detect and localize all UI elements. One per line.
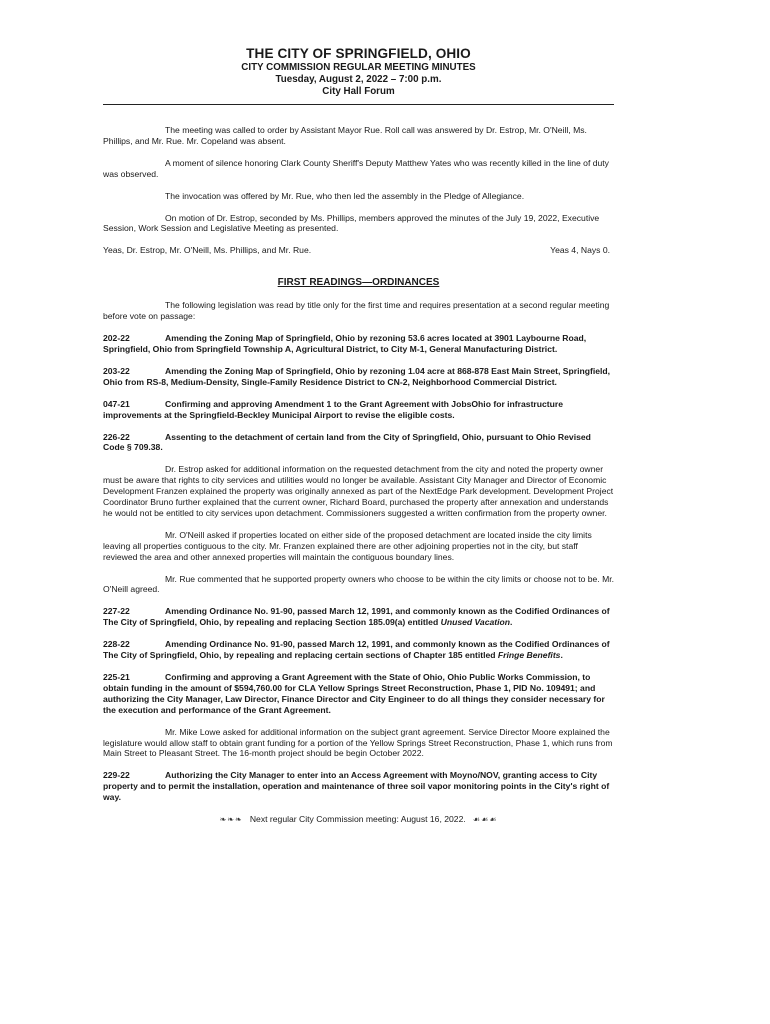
title-end-punctuation: . xyxy=(560,650,563,661)
legislation-item xyxy=(103,366,614,388)
discussion-paragraph: Mr. Rue commented that he supported property owners who choose to be within the city limits or choose not to be. Mr. O'Neill agreed. xyxy=(103,573,615,595)
legislation-item xyxy=(103,333,614,355)
document-header xyxy=(103,46,614,98)
legislation-number: 202-22 xyxy=(103,333,130,344)
legislation-title: Assenting to the detachment of certain land from the City of Springfield, Ohio, pursuant to Ohio Revised Code § 709.38. xyxy=(103,431,591,453)
legislation-title: Confirming and approving Amendment 1 to the Grant Agreement with JobsOhio for infrastructure improvements at the Springfield-Beckley Municipal Airport to revise the eligible costs. xyxy=(103,398,564,420)
legislation-item xyxy=(103,770,614,803)
discussion-paragraph: Mr. Mike Lowe asked for additional information on the subject grant agreement. Service Director Moore explained the legislature would allow staff to obtain grant funding for a portion of the Yellow Springs Street Reconstruction, Phase 1, which runs from Main Street to Pleasant Street. The 16-month project should be begin October 2022. xyxy=(103,726,613,759)
section-title-italic: Unused Vacation xyxy=(440,617,511,628)
first-readings-intro: The following legislation was read by title only for the first time and requires presentation at a second regular meeting before vote on passage: xyxy=(103,300,610,322)
discussion-paragraph: Mr. O'Neill asked if properties located on either side of the proposed detachment are located inside the city limits leaving all properties contiguous to the city. Mr. Franzen explained there are other adjoining properties not in the city, but staff reviewed the area and other annexed properties will maintain the contiguous boundary lines. xyxy=(103,529,592,562)
legislation-title: Amending the Zoning Map of Springfield, Ohio by rezoning 53.6 acres located at 3901 Laybourne Road, Springfield, Ohio from Springfield Township A, Agricultural District, to City M-1, General Manufacturing District. xyxy=(103,333,587,354)
roll-call-vote xyxy=(103,245,614,256)
header-divider xyxy=(103,104,614,105)
legislation-title: Amending Ordinance No. 91-90, passed March 12, 1991, and commonly known as the Codified Ordinances of The City of Springfield, Ohio, by repealing and replacing certain sections of Chapter 185 entitled xyxy=(103,639,610,661)
legislation-item xyxy=(103,432,614,454)
legislation-item xyxy=(103,606,614,628)
legislation-number: 226-22 xyxy=(103,431,130,442)
vote-yeas-names: Yeas, Dr. Estrop, Mr. O'Neill, Ms. Phillips, and Mr. Rue. xyxy=(103,245,312,256)
meeting-date: Tuesday, August 2, 2022 – 7:00 p.m. xyxy=(275,74,442,85)
legislation-number: 229-22 xyxy=(103,770,130,781)
minutes-approval-paragraph: On motion of Dr. Estrop, seconded by Ms. Phillips, members approved the minutes of the July 19, 2022, Executive Session, Work Session and Legislative Meeting as presented. xyxy=(103,212,600,234)
invocation-paragraph: The invocation was offered by Mr. Rue, who then led the assembly in the Pledge of Allegiance. xyxy=(165,190,525,201)
document-title: THE CITY OF SPRINGFIELD, OHIO xyxy=(246,46,471,61)
legislation-title: Authorizing the City Manager to enter into an Access Agreement with Moyno/NOV, granting access to City property and to permit the installation, operation and maintenance of three soil vapor monitoring points in the City's right of way. xyxy=(103,770,610,803)
legislation-title: Amending Ordinance No. 91-90, passed March 12, 1991, and commonly known as the Codified Ordinances of The City of Springfield, Ohio, by repealing and replacing Section 185.09(a) entitled xyxy=(103,606,610,628)
legislation-number: 203-22 xyxy=(103,365,130,376)
moment-of-silence-paragraph: A moment of silence honoring Clark County Sheriff's Deputy Matthew Yates who was recently killed in the line of duty was observed. xyxy=(103,157,609,179)
title-end-punctuation: . xyxy=(510,617,513,628)
call-to-order-paragraph: The meeting was called to order by Assistant Mayor Rue. Roll call was answered by Dr. Estrop, Mr. O'Neill, Ms. Phillips, and Mr. Rue. Mr. Copeland was absent. xyxy=(103,125,587,146)
discussion-paragraph: Dr. Estrop asked for additional information on the requested detachment from the city and noted the property owner must be aware that rights to city services and utilities would no longer be available. Assistant City Manager and Director of Economic Development Franzen explained the property was originally annexed as part of the NextEdge Park development. Development Project Coordinator Bruno further explained that the current owner, Richard Board, purchased the property after annexation and understands he would not be entitled to city services upon detachment. Commissioners suggested a written confirmation from the property owner. xyxy=(103,464,614,518)
legislation-item xyxy=(103,672,614,716)
meeting-location: City Hall Forum xyxy=(322,86,395,97)
legislation-number: 047-21 xyxy=(103,398,130,409)
fleuron-left-icon: ❧❧❧ xyxy=(219,815,243,825)
legislation-number: 228-22 xyxy=(103,639,130,650)
fleuron-right-icon: ☙☙☙ xyxy=(472,815,498,825)
first-readings-heading: FIRST READINGS—ORDINANCES xyxy=(277,277,440,289)
legislation-item xyxy=(103,639,614,661)
vote-tally: Yeas 4, Nays 0. xyxy=(550,245,610,256)
legislation-number: 225-21 xyxy=(103,672,130,682)
next-meeting-text: Next regular City Commission meeting: August 16, 2022. xyxy=(249,814,466,825)
chapter-title-italic: Fringe Benefits xyxy=(497,650,561,661)
next-meeting-footer xyxy=(103,814,614,826)
legislation-title: Confirming and approving a Grant Agreement with the State of Ohio, Ohio Public Works Commission, to obtain funding in the amount of $594,760.00 for CLA Yellow Springs Street Reconstruction, Phase 1, PID No. 109491; and authorizing the City Manager, Law Director, Finance Director and City Engineer to do all things they consider necessary for the execution and performance of the Grant Agreement. xyxy=(103,672,605,715)
legislation-title: Amending the Zoning Map of Springfield, Ohio by rezoning 1.04 acre at 868-878 East Main Street, Springfield, Ohio from RS-8, Medium-Density, Single-Family Residence District to CN-2, Neighborhood Commercial District. xyxy=(103,365,611,387)
legislation-number: 227-22 xyxy=(103,606,130,617)
legislation-item xyxy=(103,399,614,421)
document-subtitle: CITY COMMISSION REGULAR MEETING MINUTES xyxy=(241,62,476,73)
